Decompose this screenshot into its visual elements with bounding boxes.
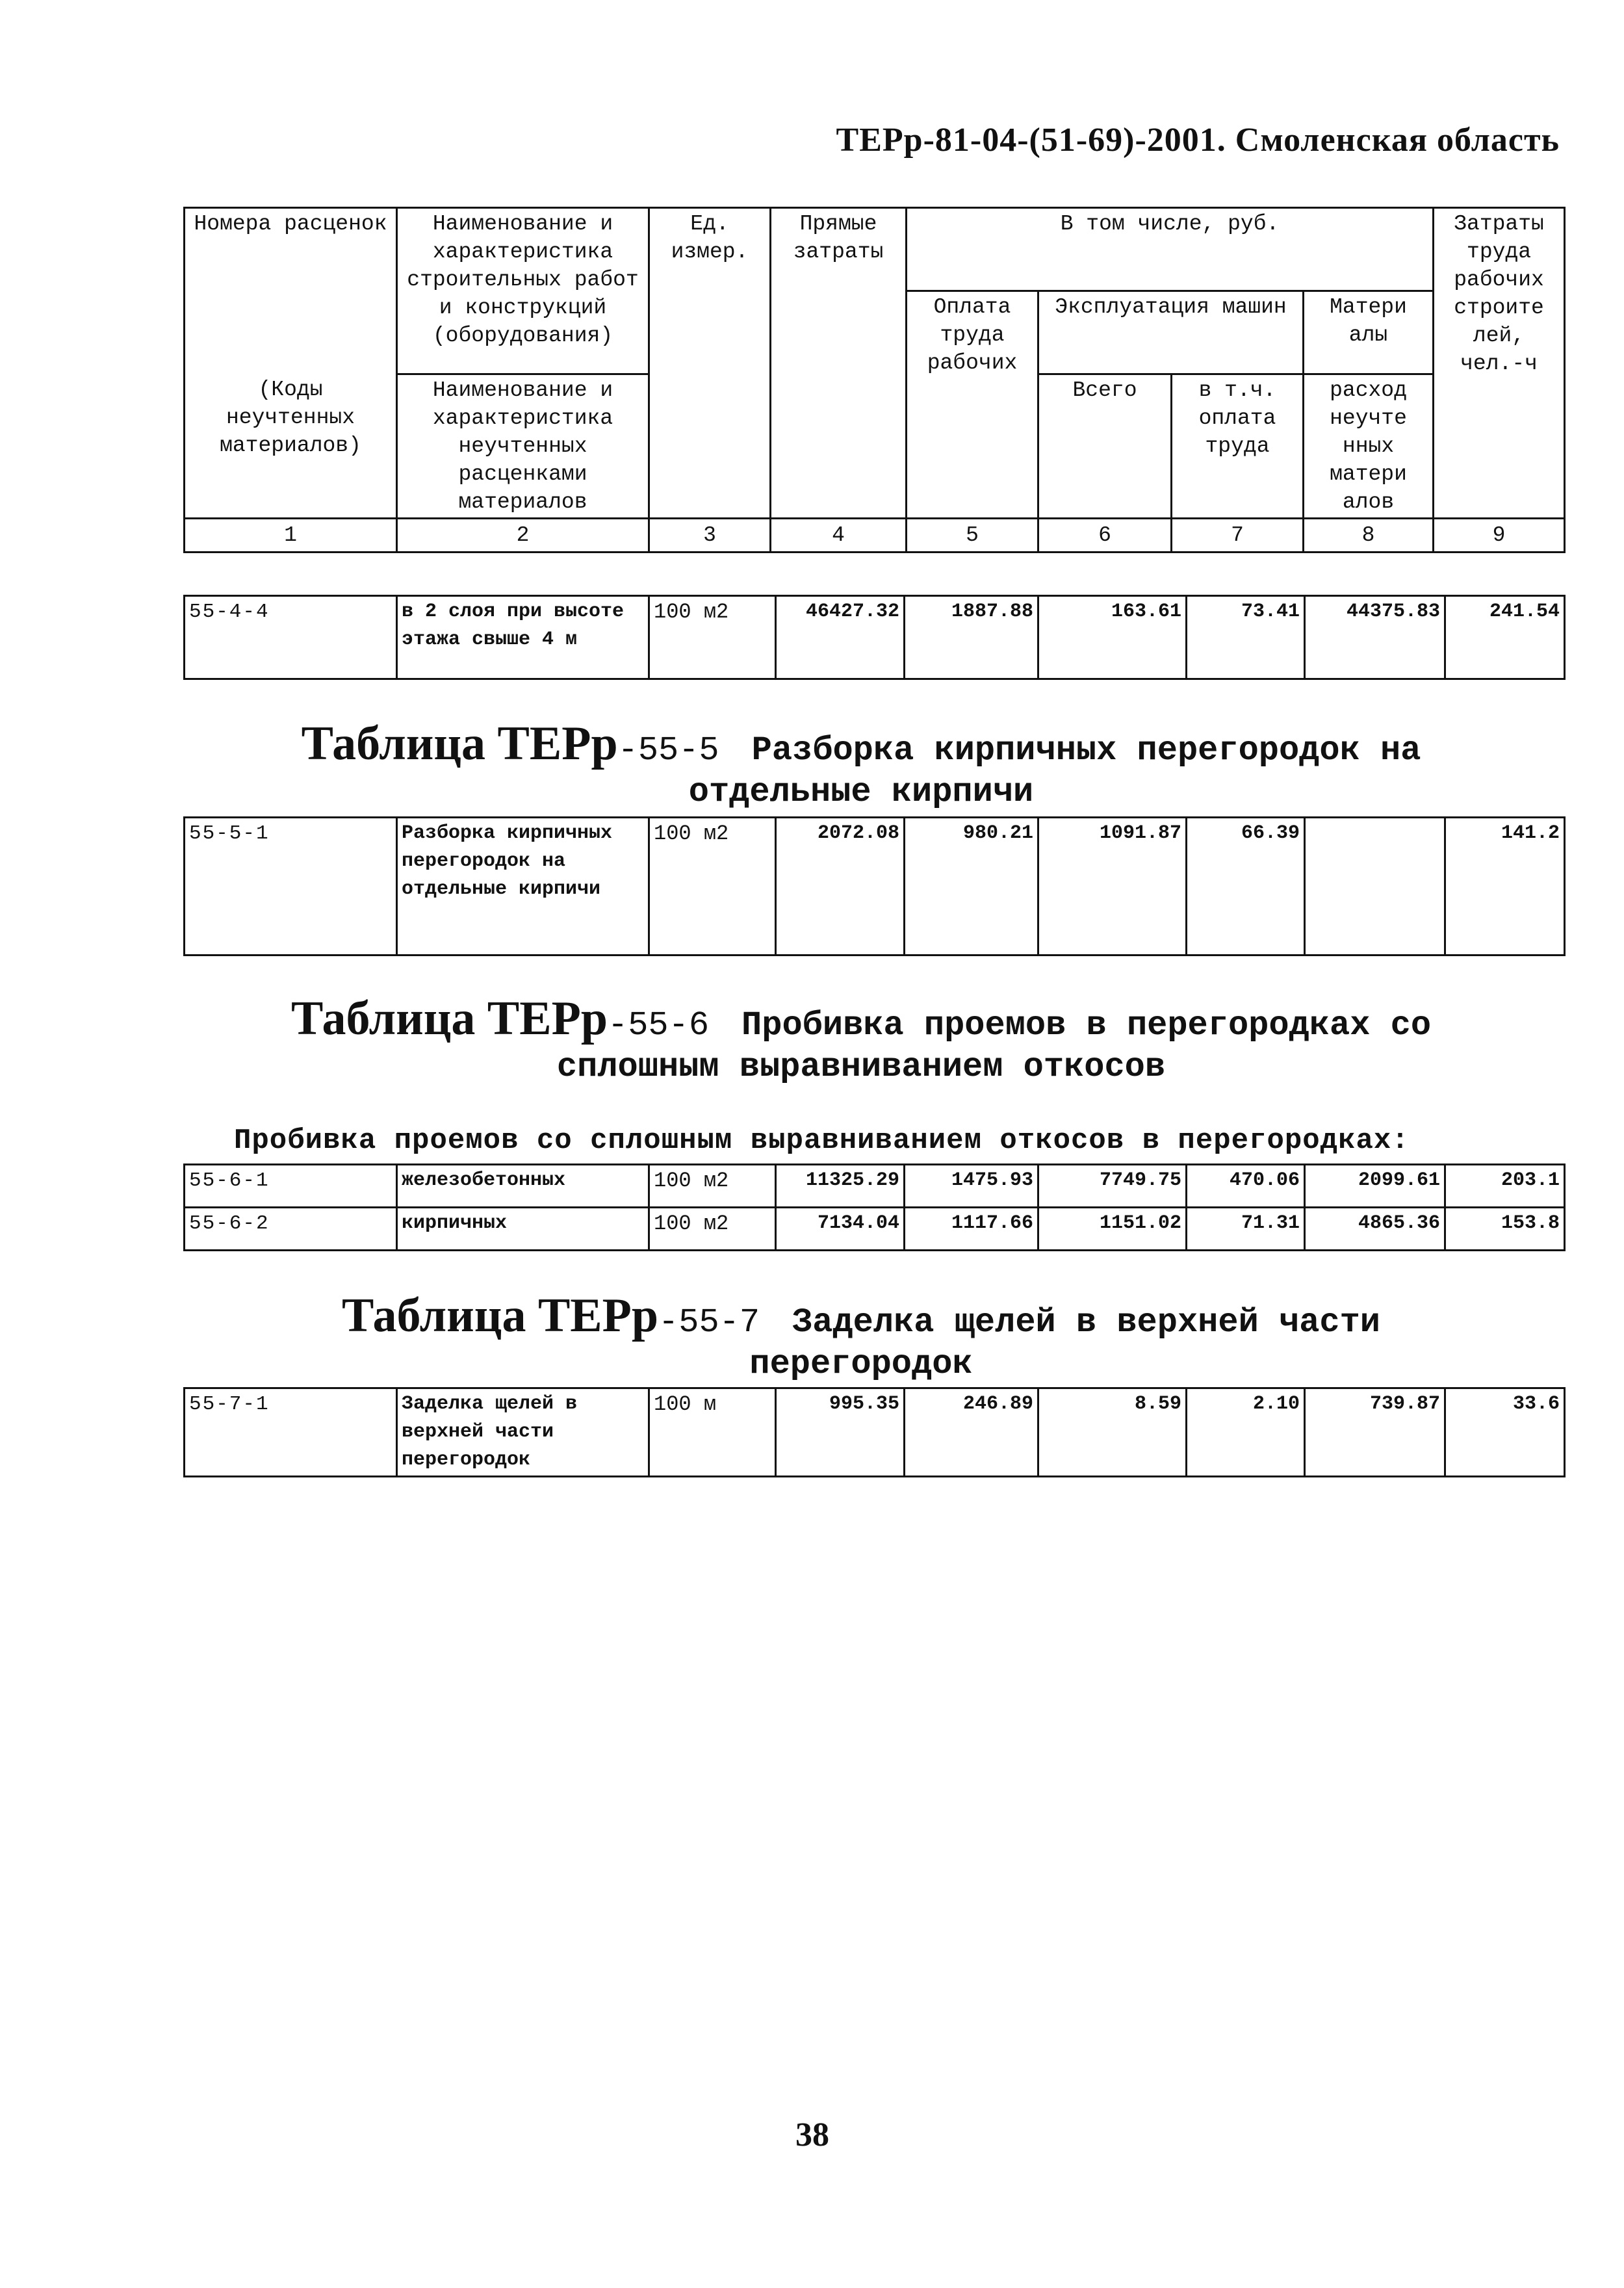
rate-direct-costs: 11325.29	[776, 1165, 905, 1208]
rate-name: железобетонных	[397, 1165, 649, 1208]
header-col-number: 7	[1172, 519, 1304, 552]
rate-unit: 100 м2	[649, 818, 776, 956]
page-number: 38	[795, 2116, 829, 2153]
rate-unit: 100 м2	[649, 1208, 776, 1251]
header-col-number: 6	[1038, 519, 1172, 552]
header-col-number: 8	[1304, 519, 1434, 552]
header-col-number: 1	[185, 519, 397, 552]
rate-table-55-7	[183, 1387, 1566, 1477]
rate-materials: 44375.83	[1305, 596, 1445, 679]
rate-machine-total: 8.59	[1038, 1388, 1187, 1477]
header-col-number: 9	[1434, 519, 1565, 552]
rate-direct-costs: 7134.04	[776, 1208, 905, 1251]
header-work-name: Наименование и характеристика строительных работ и конструкций (оборудования)	[397, 208, 649, 374]
header-unaccounted-codes: (Коды неучтенных материалов)	[185, 374, 397, 519]
rate-machine-total: 1091.87	[1038, 818, 1187, 956]
rate-direct-costs: 2072.08	[776, 818, 905, 956]
table-title-line2: отдельные кирпичи	[688, 773, 1034, 811]
rate-unit: 100 м2	[649, 1165, 776, 1208]
table-subheader: Пробивка проемов со сплошным выравниванием откосов в перегородках:	[234, 1124, 1410, 1157]
rate-name: кирпичных	[397, 1208, 649, 1251]
rate-table-55-5	[183, 816, 1566, 956]
table-title-line1: Разборка кирпичных перегородок на	[751, 731, 1421, 770]
rate-unit: 100 м2	[649, 596, 776, 679]
header-unaccounted-consumption: расход неучте нных матери алов	[1304, 374, 1434, 519]
table-row	[185, 1165, 1565, 1208]
rate-table-55-6	[183, 1164, 1566, 1251]
table-code: -55-5	[617, 731, 719, 770]
rate-labor-pay: 980.21	[905, 818, 1038, 956]
header-machine-operation: Эксплуатация машин	[1038, 291, 1304, 374]
rate-machine-labor: 66.39	[1187, 818, 1305, 956]
table-title-line1: Пробивка проемов в перегородках со	[741, 1006, 1432, 1045]
rate-code: 55-6-1	[185, 1165, 397, 1208]
table-title-line2: сплошным выравниванием откосов	[556, 1048, 1166, 1086]
running-header: ТЕРр-81-04-(51-69)-2001. Смоленская область	[836, 122, 1560, 159]
header-unit: Ед. измер.	[649, 208, 771, 519]
rate-labor-pay: 1117.66	[905, 1208, 1038, 1251]
header-materials: Матери алы	[1304, 291, 1434, 374]
header-machine-total: Всего	[1038, 374, 1172, 519]
table-label: Таблица ТЕРр	[301, 717, 618, 770]
rate-machine-labor: 470.06	[1187, 1165, 1305, 1208]
rate-materials: 2099.61	[1305, 1165, 1445, 1208]
rate-code: 55-4-4	[185, 596, 397, 679]
table-label: Таблица ТЕРр	[290, 992, 608, 1045]
rate-name: в 2 слоя при высоте этажа свыше 4 м	[397, 596, 649, 679]
rate-labor-pay: 1475.93	[905, 1165, 1038, 1208]
header-col-number: 2	[397, 519, 649, 552]
rate-labor-hours: 141.2	[1445, 818, 1565, 956]
header-labor-pay: Оплата труда рабочих	[907, 291, 1038, 519]
rate-labor-hours: 33.6	[1445, 1388, 1565, 1477]
rate-name: Заделка щелей в верхней части перегородок	[397, 1388, 649, 1477]
header-machine-labor: в т.ч. оплата труда	[1172, 374, 1304, 519]
table-title-55-5	[162, 717, 1560, 813]
header-labor-hours: Затраты труда рабочих строите лей, чел.-ч	[1434, 208, 1565, 519]
table-title-55-6	[162, 992, 1560, 1088]
rate-machine-total: 7749.75	[1038, 1165, 1187, 1208]
table-title-line2: перегородок	[749, 1345, 973, 1383]
rate-materials: 739.87	[1305, 1388, 1445, 1477]
header-col-number: 4	[771, 519, 907, 552]
table-code: -55-7	[658, 1303, 760, 1342]
rate-unit: 100 м	[649, 1388, 776, 1477]
header-col-number: 3	[649, 519, 771, 552]
rate-table-55-4	[183, 595, 1566, 680]
rate-code: 55-7-1	[185, 1388, 397, 1477]
rate-labor-hours: 241.54	[1445, 596, 1565, 679]
rate-labor-pay: 1887.88	[905, 596, 1038, 679]
column-header-table	[183, 207, 1566, 553]
rate-machine-total: 1151.02	[1038, 1208, 1187, 1251]
rate-materials: 4865.36	[1305, 1208, 1445, 1251]
table-row	[185, 1388, 1565, 1477]
rate-labor-pay: 246.89	[905, 1388, 1038, 1477]
rate-name: Разборка кирпичных перегородок на отдельные кирпичи	[397, 818, 649, 956]
table-row	[185, 1208, 1565, 1251]
table-row	[185, 596, 1565, 679]
table-title-55-7	[162, 1289, 1560, 1385]
rate-machine-labor: 73.41	[1187, 596, 1305, 679]
header-unaccounted-name: Наименование и характеристика неучтенных расценками материалов	[397, 374, 649, 519]
rate-machine-labor: 2.10	[1187, 1388, 1305, 1477]
table-row	[185, 818, 1565, 956]
rate-code: 55-6-2	[185, 1208, 397, 1251]
table-title-line1: Заделка щелей в верхней части	[792, 1303, 1381, 1342]
rate-direct-costs: 995.35	[776, 1388, 905, 1477]
header-col-number: 5	[907, 519, 1038, 552]
rate-labor-hours: 153.8	[1445, 1208, 1565, 1251]
header-direct-costs: Прямые затраты	[771, 208, 907, 519]
rate-materials	[1305, 818, 1445, 956]
rate-code: 55-5-1	[185, 818, 397, 956]
header-including: В том числе, руб.	[907, 208, 1434, 291]
rate-machine-labor: 71.31	[1187, 1208, 1305, 1251]
table-code: -55-6	[608, 1006, 710, 1045]
rate-machine-total: 163.61	[1038, 596, 1187, 679]
header-rate-numbers: Номера расценок	[185, 208, 397, 374]
table-label: Таблица ТЕРр	[341, 1289, 659, 1342]
rate-direct-costs: 46427.32	[776, 596, 905, 679]
rate-labor-hours: 203.1	[1445, 1165, 1565, 1208]
